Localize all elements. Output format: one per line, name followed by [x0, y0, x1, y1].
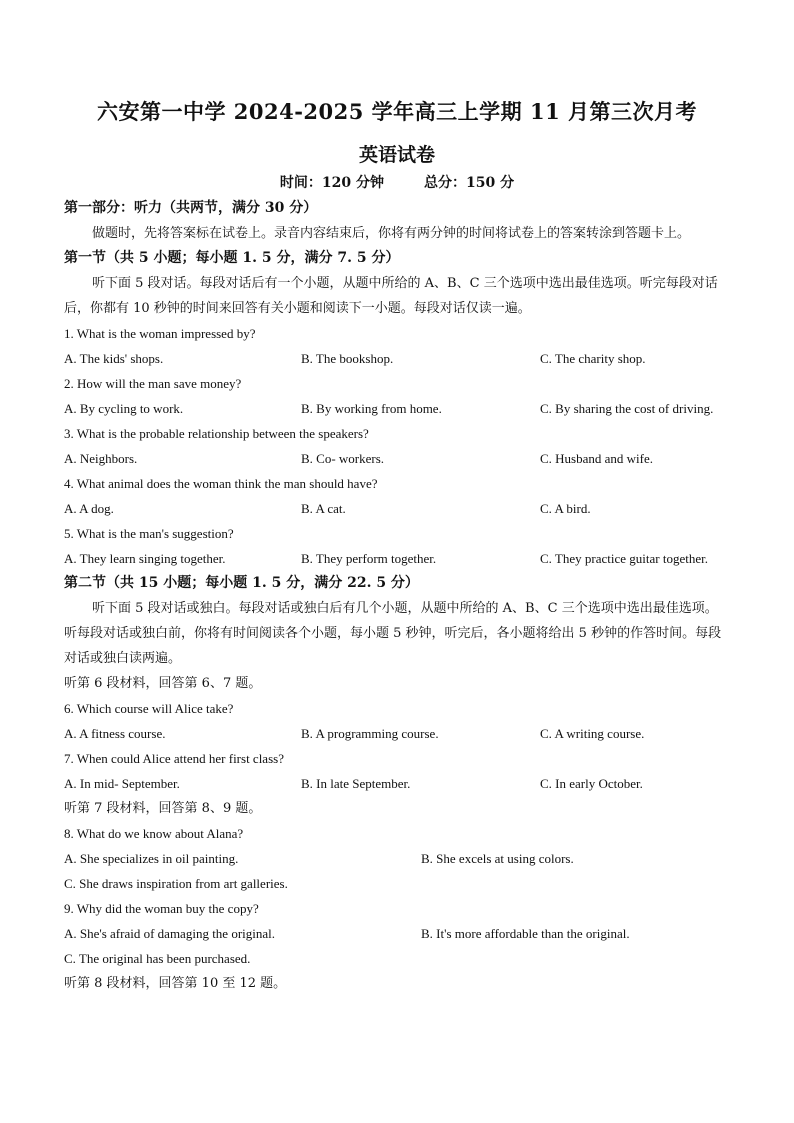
- material-7-instruction: 听第 7 段材料，回答第 8、9 题。: [64, 801, 262, 816]
- question-1-options: [64, 346, 730, 371]
- option-b: B. She excels at using colors.: [421, 851, 574, 866]
- exam-info: [0, 172, 794, 192]
- option-a: A. The kids' shops.: [64, 351, 164, 366]
- option-a: A. A fitness course.: [64, 726, 166, 741]
- option-c: C. By sharing the cost of driving.: [540, 401, 714, 416]
- option-c: C. In early October.: [540, 776, 643, 791]
- option-b: B. A programming course.: [301, 726, 439, 741]
- section1-intro: 听下面 5 段对话。每段对话后有一个小题，从题中所给的 A、B、C 三个选项中选出最佳选项。听完每段对话后，你都有 10 秒钟的时间来回答有关小题和阅读下一小题。每段对话仅读一遍。: [64, 276, 718, 316]
- option-c: C. Husband and wife.: [540, 451, 654, 466]
- question-4: 4. What animal does the woman think the man should have?: [64, 476, 378, 491]
- question-9-options-ab: [64, 921, 730, 946]
- question-4-options: [64, 496, 730, 521]
- section2-intro: 听下面 5 段对话或独白。每段对话或独白后有几个小题，从题中所给的 A、B、C 三个选项中选出最佳选项。听每段对话或独白前，你将有时间阅读各个小题，每小题 5 秒钟，听完后，各小题将给出 5 秒钟的作答时间。每段对话或独白读两遍。: [64, 601, 722, 666]
- option-a: A. She specializes in oil painting.: [64, 851, 239, 866]
- question-3: 3. What is the probable relationship between the speakers?: [64, 426, 369, 441]
- exam-time: 时间：120 分钟: [279, 175, 384, 191]
- option-c: C. The charity shop.: [540, 351, 646, 366]
- question-8: 8. What do we know about Alana?: [64, 826, 244, 841]
- section1-heading: 第一节（共 5 小题；每小题 1. 5 分，满分 7. 5 分）: [64, 250, 400, 266]
- option-c: C. They practice guitar together.: [540, 551, 708, 566]
- part1-heading: 第一部分：听力（共两节，满分 30 分）: [64, 200, 318, 216]
- part1: [64, 196, 730, 996]
- question-6: 6. Which course will Alice take?: [64, 701, 234, 716]
- option-a: A. They learn singing together.: [64, 551, 226, 566]
- option-b: B. It's more affordable than the original.: [421, 926, 630, 941]
- option-b: B. The bookshop.: [301, 351, 394, 366]
- question-5-options: [64, 546, 730, 571]
- option-a: A. In mid- September.: [64, 776, 180, 791]
- option-b: B. They perform together.: [301, 551, 437, 566]
- exam-score: 总分：150 分: [424, 175, 515, 191]
- option-c: C. The original has been purchased.: [64, 951, 251, 966]
- material-8-instruction: 听第 8 段材料，回答第 10 至 12 题。: [64, 976, 287, 991]
- material-6-instruction: 听第 6 段材料，回答第 6、7 题。: [64, 676, 262, 691]
- question-3-options: [64, 446, 730, 471]
- section2-heading: 第二节（共 15 小题；每小题 1. 5 分，满分 22. 5 分）: [64, 575, 419, 591]
- option-c: C. A writing course.: [540, 726, 645, 741]
- option-b: B. By working from home.: [301, 401, 442, 416]
- exam-subtitle: 英语试卷: [358, 144, 435, 166]
- question-6-options: [64, 721, 730, 746]
- part1-intro: 做题时，先将答案标在试卷上。录音内容结束后，你将有两分钟的时间将试卷上的答案转涂到答题卡上。: [92, 226, 691, 241]
- question-9: 9. Why did the woman buy the copy?: [64, 901, 259, 916]
- question-5: 5. What is the man's suggestion?: [64, 526, 234, 541]
- option-b: B. In late September.: [301, 776, 411, 791]
- question-2-options: [64, 396, 730, 421]
- question-2: 2. How will the man save money?: [64, 376, 242, 391]
- option-c: C. A bird.: [540, 501, 591, 516]
- option-b: B. Co- workers.: [301, 451, 385, 466]
- option-a: A. She's afraid of damaging the original.: [64, 926, 276, 941]
- option-b: B. A cat.: [301, 501, 346, 516]
- exam-title: 六安第一中学 2024-2025 学年高三上学期 11 月第三次月考: [96, 99, 698, 124]
- question-8-options-ab: [64, 846, 730, 871]
- question-7-options: [64, 771, 730, 796]
- option-a: A. Neighbors.: [64, 451, 138, 466]
- option-a: A. A dog.: [64, 501, 114, 516]
- option-c: C. She draws inspiration from art galleries.: [64, 876, 288, 891]
- option-a: A. By cycling to work.: [64, 401, 184, 416]
- question-1: 1. What is the woman impressed by?: [64, 326, 256, 341]
- question-7: 7. When could Alice attend her first class?: [64, 751, 284, 766]
